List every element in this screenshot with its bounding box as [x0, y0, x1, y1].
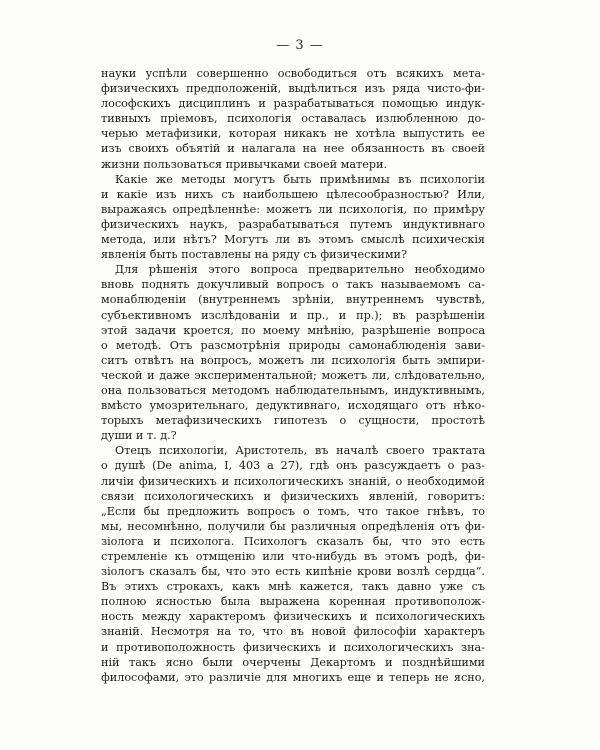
text-line: монаблюденiи (внутреннемъ зрѣнiи, внутреннемъ чувствѣ,	[101, 293, 485, 307]
text-line: вновь поднять докучливый вопросъ о такъ называемомъ са-	[101, 278, 485, 292]
text-line: мы, несомнѣнно, получили бы различныя опредѣленiя отъ фи-	[101, 519, 485, 533]
body-text	[101, 66, 485, 685]
text-line: о душѣ (De anima, I, 403 a 27), гдѣ онъ разсуждаетъ о раз-	[101, 459, 485, 473]
paragraph	[101, 172, 485, 263]
text-line: физическихъ предположенiй, выдѣлиться изъ ряда чисто-фи-	[101, 82, 485, 96]
text-line: науки успѣли совершенно освободиться отъ всякихъ мета-	[101, 67, 485, 80]
text-line: тивныхъ прiемовъ, психологiя оставалась излюбленною до-	[101, 112, 485, 126]
text-line: метода, или нѣтъ? Могутъ ли въ этомъ смыслѣ психическiя	[101, 233, 485, 247]
text-line: Въ этихъ строкахъ, какъ мнѣ кажется, такъ давно уже съ	[101, 580, 485, 594]
text-line: зiолога и психолога. Психологъ сказалъ бы, что это есть	[101, 534, 485, 548]
text-line: физическихъ наукъ, разрабатываться путемъ индуктивнаго	[101, 217, 485, 231]
text-line: „Если бы предложить вопросъ о томъ, что такое гнѣвъ, то	[101, 504, 485, 518]
text-line: Какiе же методы могутъ быть примѣнимы въ психологiи	[115, 172, 485, 186]
paragraph	[101, 66, 485, 172]
text-line: лософскихъ дисциплинъ и разрабатываться помощью индук-	[101, 97, 485, 111]
text-line: выражаясь опредѣленнѣе: можетъ ли психологiя, по примѣру	[101, 202, 485, 216]
text-line: стремленiе къ отмщенiю или что-нибудь въ этомъ родѣ, фи-	[101, 550, 485, 563]
text-line: и противоположность физическихъ и психологическихъ зна-	[101, 640, 485, 654]
text-line: знанiй. Несмотря на то, что въ новой философiи характеръ	[101, 625, 485, 639]
page-number: — 3 —	[276, 38, 324, 53]
text-line: изъ своихъ объятiй и налагала на нее обязанность въ своей	[101, 142, 485, 156]
text-line: она пользоваться методомъ наблюдательнымъ, индуктивнымъ,	[101, 383, 485, 397]
text-line: души и т. д.?	[101, 429, 177, 443]
text-line: личiи физическихъ и психологическихъ знанiй, о необходимой	[101, 474, 485, 488]
text-line: ческой и даже экспериментальной; можетъ ли, слѣдовательно,	[101, 368, 485, 382]
text-line: связи психологическихъ и физическихъ явленiй, говоритъ:	[101, 489, 485, 503]
paragraph	[101, 443, 485, 685]
text-line: субъективномъ изслѣдованiи и пр., и пр.); въ разрѣшенiи	[101, 308, 485, 322]
text-line: зiологъ сказалъ бы, что это есть кипѣнiе крови возлѣ сердца“.	[101, 565, 485, 579]
paragraph	[101, 262, 485, 443]
text-line: ситъ отвѣтъ на вопросъ, можетъ ли психологiя быть эмпири-	[101, 353, 485, 367]
text-line: Для рѣшенiя этого вопроса предварительно необходимо	[115, 263, 485, 277]
text-line: торыхъ метафизическихъ гипотезъ о сущности, простотѣ	[101, 414, 485, 428]
text-line: нiй такъ ясно были очерчены Декартомъ и позднѣйшими	[101, 655, 485, 669]
text-line: полною ясностью была выражена коренная противополож-	[101, 595, 485, 609]
text-line: этой задачи кроется, по моему мнѣнiю, разрѣшенiе вопроса	[101, 323, 485, 337]
text-line: о методѣ. Отъ разсмотрѣнiя природы самонаблюденiя зави-	[101, 338, 485, 352]
text-line: явленiя быть поставлены на ряду съ физическими?	[101, 248, 407, 262]
text-line: ность между характеромъ физическихъ и психологическихъ	[101, 610, 485, 624]
text-line: вмѣсто умозрительнаго, дедуктивнаго, исходящаго отъ нѣко-	[101, 399, 485, 413]
text-line: жизни пользоваться привычками своей матери.	[101, 157, 388, 171]
text-line: Отецъ психологiи, Аристотель, въ началѣ своего трактата	[115, 444, 485, 458]
text-line: философами, это различiе для многихъ еще и теперь не ясно,	[101, 670, 485, 684]
text-line: черью метафизики, которая никакъ не хотѣла выпустить ее	[101, 127, 485, 141]
text-line: и какiе изъ нихъ съ наибольшею цѣлесообразностью? Или,	[101, 187, 485, 201]
